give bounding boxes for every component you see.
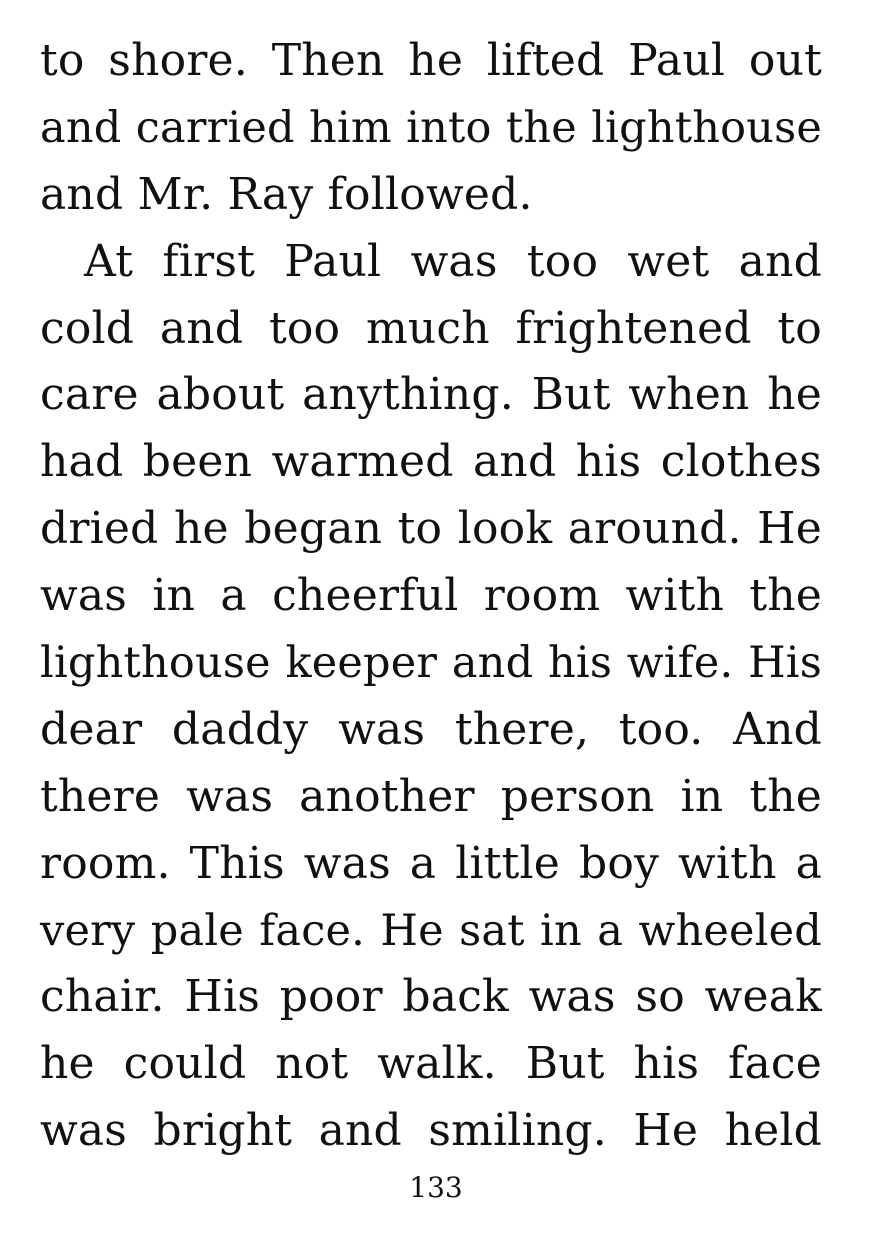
text-line: to shore. Then he lifted Paul out [40, 35, 822, 86]
text-line: At first Paul was too wet and [84, 235, 822, 287]
text-line: was in a cheerful room with the [40, 570, 822, 622]
text-line: dried he began to look around. He [40, 503, 822, 555]
text-line: cold and too much frightened to [40, 302, 822, 354]
text-line: lighthouse keeper and his wife. His [40, 638, 822, 689]
text-line: care about anything. But when he [40, 369, 822, 421]
text-line: dear daddy was there, too. And [40, 703, 822, 755]
text-line: and Mr. Ray followed. [40, 168, 533, 220]
text-line: was bright and smiling. He held [40, 1105, 822, 1157]
text-line: had been warmed and his clothes [40, 436, 822, 488]
text-line: chair. His poor back was so weak [40, 971, 822, 1023]
text-line: he could not walk. But his face [40, 1038, 822, 1090]
text-line: room. This was a little boy with a [40, 837, 822, 889]
page-number: 133 [409, 1171, 463, 1204]
text-line: and carried him into the lighthouse [40, 102, 822, 153]
text-line: very pale face. He sat in a wheeled [40, 905, 822, 956]
body-text [40, 28, 822, 1165]
text-line: there was another person in the [40, 770, 822, 822]
